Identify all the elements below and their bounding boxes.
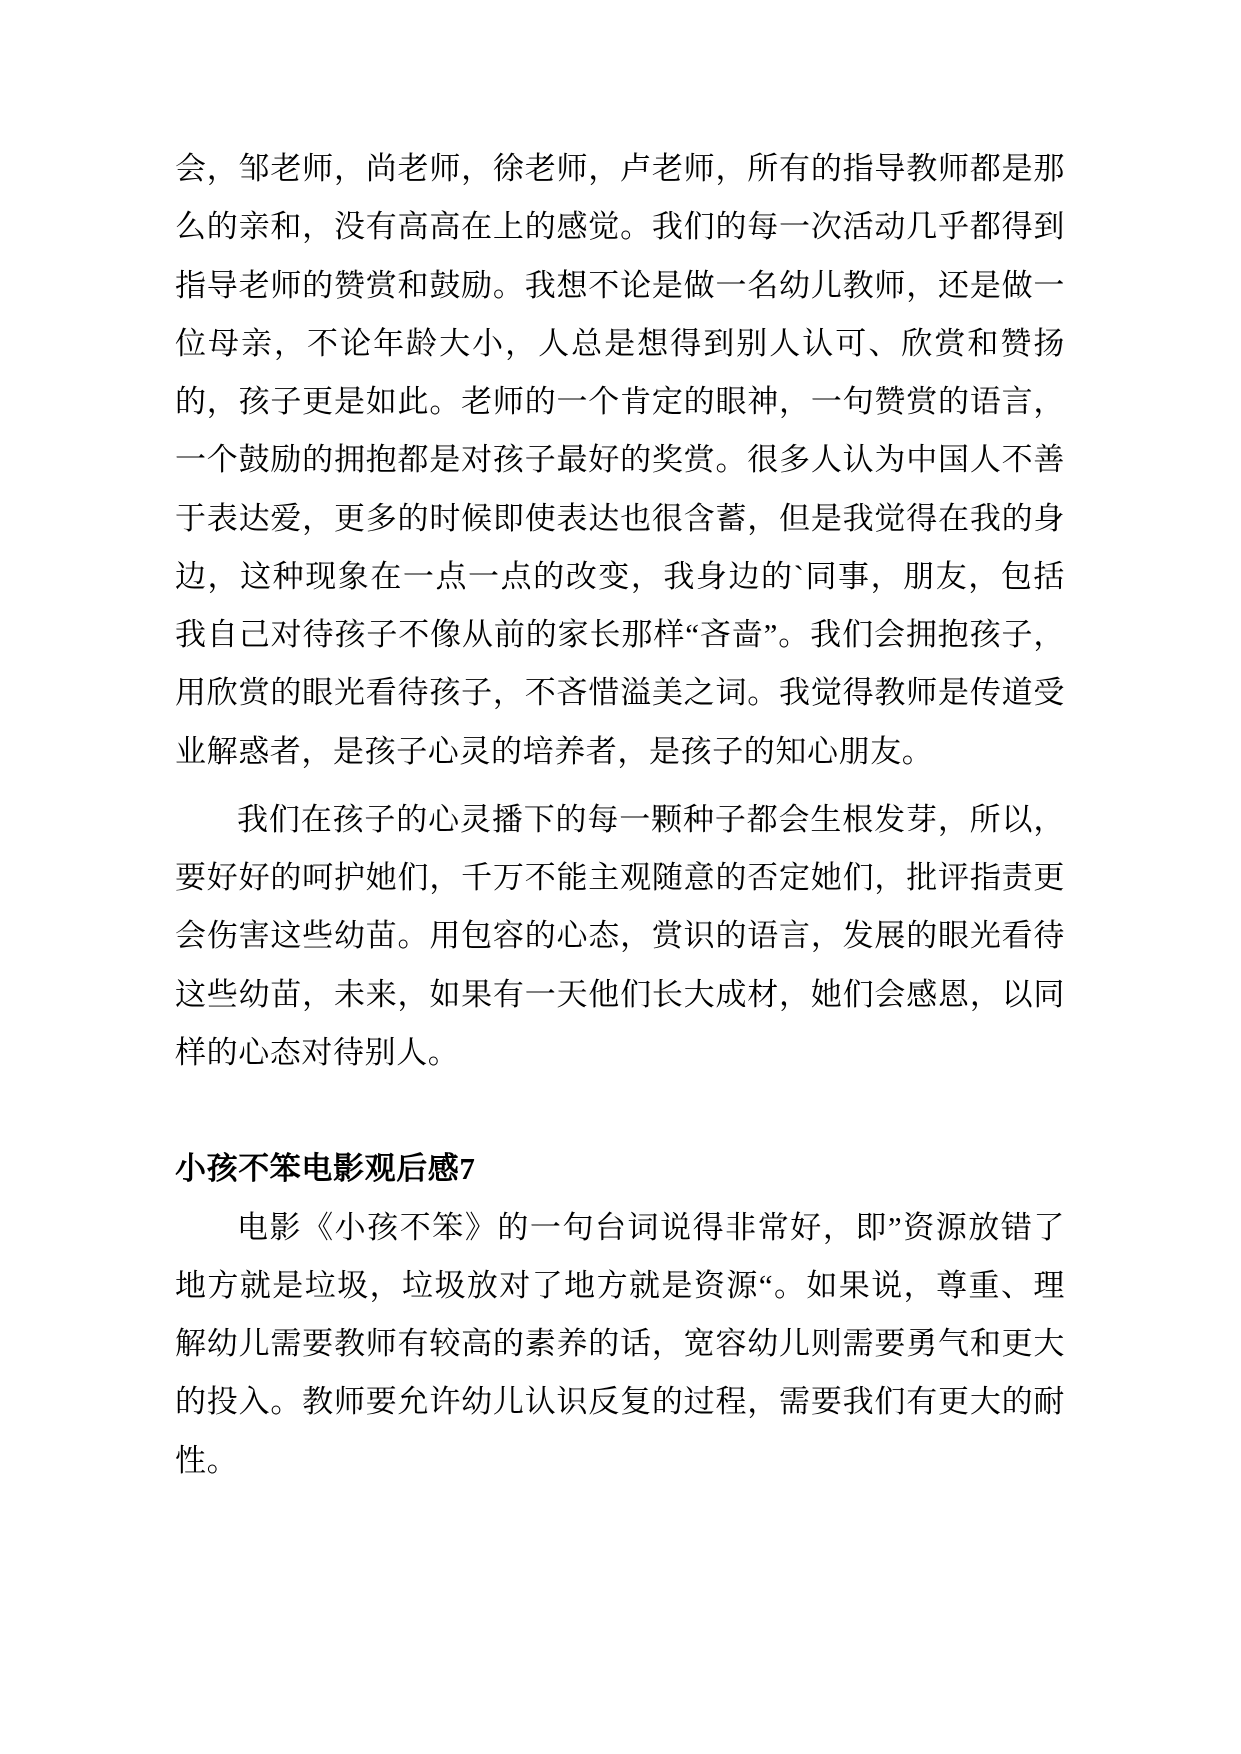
section-spacer xyxy=(175,1082,1065,1140)
paragraph-seeds: 我们在孩子的心灵播下的每一颗种子都会生根发芽，所以，要好好的呵护她们，千万不能主观随意的否定她们，批评指责更会伤害这些幼苗。用包容的心态，赏识的语言，发展的眼光看待这些幼苗，未来，如果有一天他们长大成材，她们会感恩，以同样的心态对待别人。 xyxy=(175,801,1065,1070)
paragraph-movie-quote: 电影《小孩不笨》的一句台词说得非常好，即”资源放错了地方就是垃圾，垃圾放对了地方就是资源“。如果说，尊重、理解幼儿需要教师有较高的素养的话，宽容幼儿则需要勇气和更大的投入。教师要允许幼儿认识反复的过程，需要我们有更大的耐性。 xyxy=(175,1209,1065,1478)
document-body xyxy=(175,140,1065,1490)
paragraph-gap xyxy=(175,781,1065,791)
paragraph-continuation: 会，邹老师，尚老师，徐老师，卢老师，所有的指导教师都是那么的亲和，没有高高在上的感觉。我们的每一次活动几乎都得到指导老师的赞赏和鼓励。我想不论是做一名幼儿教师，还是做一位母亲，不论年龄大小，人总是想得到别人认可、欣赏和赞扬的，孩子更是如此。老师的一个肯定的眼神，一句赞赏的语言，一个鼓励的拥抱都是对孩子最好的奖赏。很多人认为中国人不善于表达爱，更多的时候即使表达也很含蓄，但是我觉得在我的身边，这种现象在一点一点的改变，我身边的`同事，朋友，包括我自己对待孩子不像从前的家长那样“吝啬”。我们会拥抱孩子，用欣赏的眼光看待孩子，不吝惜溢美之词。我觉得教师是传道受业解惑者，是孩子心灵的培养者，是孩子的知心朋友。 xyxy=(175,151,1065,769)
section-heading: 小孩不笨电影观后感7 xyxy=(175,1151,476,1187)
